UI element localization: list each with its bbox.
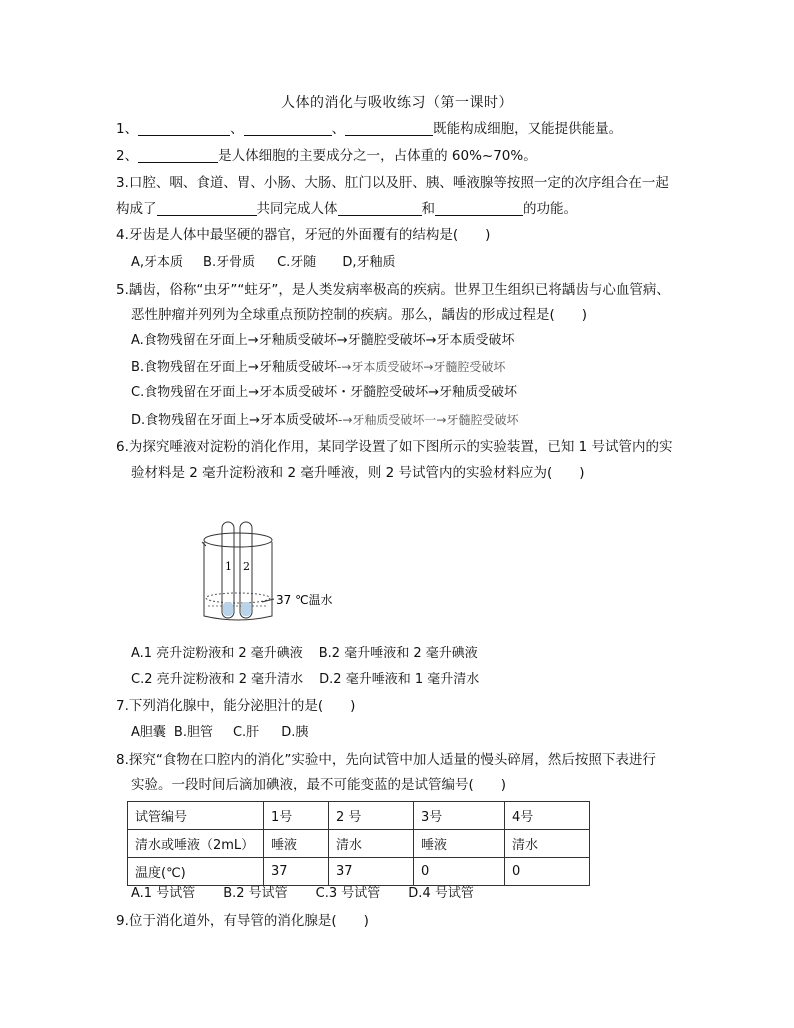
question-7-stem: 7.下列消化腺中，能分泌胆汁的是( ) — [116, 698, 356, 714]
option[interactable]: C.3 号试管 — [315, 886, 381, 901]
beaker-rim — [204, 533, 272, 547]
option-c[interactable]: C.2 亮升淀粉液和 2 毫升清水 — [131, 672, 304, 687]
blank[interactable] — [435, 201, 523, 216]
table-cell: 3号 — [414, 802, 505, 830]
question-4-options — [131, 254, 395, 272]
question-6-options-row1 — [131, 645, 478, 663]
option[interactable]: B.胆管 — [173, 725, 213, 740]
table-row — [128, 830, 590, 858]
question-4-stem: 4.牙齿是人体中最坚硬的器官，牙冠的外面覆有的结构是( ) — [116, 227, 491, 243]
question-5-line2: 恶性肿瘤并列列为全球重点预防控制的疾病。那么，龋齿的形成过程是( ) — [131, 307, 588, 323]
question-3-line1: 3.口腔、咽、食道、胃、小肠、大肠、肛门以及肝、胰、唾液腺等按照一定的次序组合在一起 — [116, 175, 669, 191]
option[interactable]: C.牙随 — [277, 255, 317, 270]
water-label: 37 ℃温水 — [276, 593, 333, 607]
table-cell: 2 号 — [329, 802, 414, 830]
table-cell: 唾液 — [414, 830, 505, 858]
table-cell: 37 — [264, 858, 329, 886]
option[interactable]: A,牙本质 — [131, 255, 184, 270]
tube-2-liquid — [241, 602, 251, 616]
option[interactable]: D.胰 — [281, 725, 309, 740]
option[interactable]: A.1 号试管 — [131, 886, 196, 901]
page-title: 人体的消化与吸收练习（第一课时） — [281, 95, 513, 111]
option[interactable]: A胆囊 — [131, 725, 166, 740]
blank[interactable] — [345, 121, 433, 136]
tube-2-label: 2 — [243, 560, 250, 573]
table-cell: 清水或唾液（2mL） — [128, 830, 264, 858]
option[interactable]: B.2 号试管 — [223, 886, 288, 901]
table-header-row — [128, 802, 590, 830]
question-5-option-b[interactable]: B.食物残留在牙面上→牙釉质受破坏-→牙本质受破坏→牙髓腔受破坏 — [131, 360, 506, 375]
option[interactable]: C.肝 — [232, 725, 260, 740]
blank[interactable] — [138, 121, 230, 136]
option[interactable]: B.牙骨质 — [203, 255, 256, 270]
table-cell: 37 — [329, 858, 414, 886]
water-surface — [206, 593, 270, 603]
table-cell: 4号 — [505, 802, 590, 830]
question-5-option-a[interactable]: A.食物残留在牙面上→牙釉质受破坏→牙髓腔受破坏→牙本质受破坏 — [131, 333, 515, 348]
beaker-body — [204, 542, 272, 620]
blank[interactable] — [244, 121, 332, 136]
tube-1-liquid — [223, 602, 233, 616]
option-a[interactable]: A.1 亮升淀粉液和 2 毫升碘液 — [131, 646, 303, 661]
question-1: 1、 、 、 既能构成细胞，又能提供能量。 — [116, 121, 623, 137]
blank[interactable] — [338, 201, 422, 216]
question-2: 2、 是人体细胞的主要成分之一，占体重的 60%~70%。 — [116, 148, 537, 164]
table-cell: 清水 — [329, 830, 414, 858]
option-b[interactable]: B.2 毫升唾液和 2 毫升碘液 — [318, 646, 478, 661]
question-8-line2: 实验。一段时间后滴加碘液，最不可能变蓝的是试管编号( ) — [131, 777, 507, 793]
blank[interactable] — [157, 201, 257, 216]
experiment-table — [127, 801, 590, 886]
beaker-figure — [196, 518, 376, 628]
question-9-stem: 9.位于消化道外，有导管的消化腺是( ) — [116, 913, 369, 929]
option[interactable]: D.4 号试管 — [408, 886, 474, 901]
blank[interactable] — [138, 148, 218, 163]
q2-number: 2、 — [116, 148, 139, 164]
table-row — [128, 858, 590, 886]
question-8-line1: 8.探究“食物在口腔内的消化”实验中，先向试管中加人适量的慢头碎屑，然后按照下表进行 — [116, 752, 656, 768]
question-7-options — [131, 724, 308, 742]
question-6-options-row2 — [131, 671, 479, 689]
table-cell: 温度(℃) — [128, 858, 264, 886]
question-5-option-d[interactable]: D.食物残留在牙面上→牙本质受破坏-→牙釉质受破坏一→牙髓腔受破坏 — [131, 413, 519, 428]
tube-1-label: 1 — [225, 560, 232, 573]
question-5-option-c[interactable]: C.食物残留在牙面上→牙本质受破坏・牙髓腔受破坏→牙釉质受破坏 — [131, 385, 517, 400]
table-cell: 唾液 — [264, 830, 329, 858]
question-3-line2: 构成了 共同完成人体 和 的功能。 — [116, 201, 577, 217]
q1-number: 1、 — [116, 121, 139, 137]
table-cell: 试管编号 — [128, 802, 264, 830]
question-6-line2: 验材料是 2 毫升淀粉液和 2 毫升唾液，则 2 号试管内的实验材料应为( ) — [131, 465, 585, 481]
question-6-line1: 6.为探究唾液对淀粉的消化作用，某同学设置了如下图所示的实验装置，已知 1 号试管内的实 — [116, 439, 673, 455]
option-d[interactable]: D.2 毫升唾液和 1 毫升清水 — [319, 672, 480, 687]
table-cell: 0 — [414, 858, 505, 886]
table-cell: 0 — [505, 858, 590, 886]
question-5-line1: 5.龋齿，俗称“虫牙”“蛀牙”，是人类发病率极高的疾病。世界卫生组织已将龋齿与心血管病、 — [116, 282, 670, 298]
option[interactable]: D,牙釉质 — [342, 255, 396, 270]
table-cell: 1号 — [264, 802, 329, 830]
question-8-options — [131, 885, 474, 903]
table-cell: 清水 — [505, 830, 590, 858]
